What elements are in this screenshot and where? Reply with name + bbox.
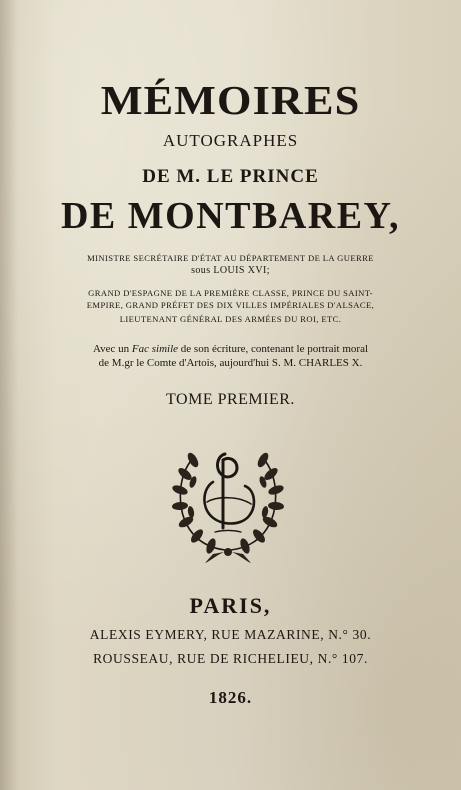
author-name: DE MONTBAREY, — [60, 195, 401, 237]
facsimile-note-line2: de M.gr le Comte d'Artois, aujourd'hui S. M. CHARLES X. — [98, 357, 363, 369]
facsimile-italic: Fac simile — [131, 343, 179, 355]
publisher-line: ALEXIS EYMERY, RUE MAZARINE, N.° 30. — [89, 627, 372, 642]
publication-year: 1826. — [208, 688, 253, 707]
office-line: MINISTRE SECRÉTAIRE D'ÉTAT AU DÉPARTEMENT DE LA GUERRE — [87, 253, 374, 263]
facsimile-note — [0, 343, 461, 355]
imprint-city: PARIS, — [189, 593, 272, 618]
office-line: sous LOUIS XVI; — [191, 265, 270, 276]
book-title: MÉMOIRES — [100, 77, 361, 123]
facsimile-suffix: de son écriture, contenant le portrait moral — [178, 343, 369, 355]
subtitle-autographes: AUTOGRAPHES — [162, 131, 299, 150]
facsimile-prefix: Avec un — [92, 343, 132, 355]
office-line: GRAND D'ESPAGNE DE LA PREMIÈRE CLASSE, PRINCE DU SAINT- — [88, 288, 373, 298]
office-line: LIEUTENANT GÉNÉRAL DES ARMÉES DU ROI, ETC. — [119, 314, 342, 324]
monogram-wreath-icon — [163, 446, 293, 564]
office-line: EMPIRE, GRAND PRÉFET DES DIX VILLES IMPÉRIALES D'ALSACE, — [86, 300, 375, 310]
volume-label: TOME PREMIER. — [166, 391, 295, 408]
subtitle-prince: DE M. LE PRINCE — [142, 166, 319, 187]
publisher-line: ROUSSEAU, RUE DE RICHELIEU, N.° 107. — [93, 651, 368, 666]
